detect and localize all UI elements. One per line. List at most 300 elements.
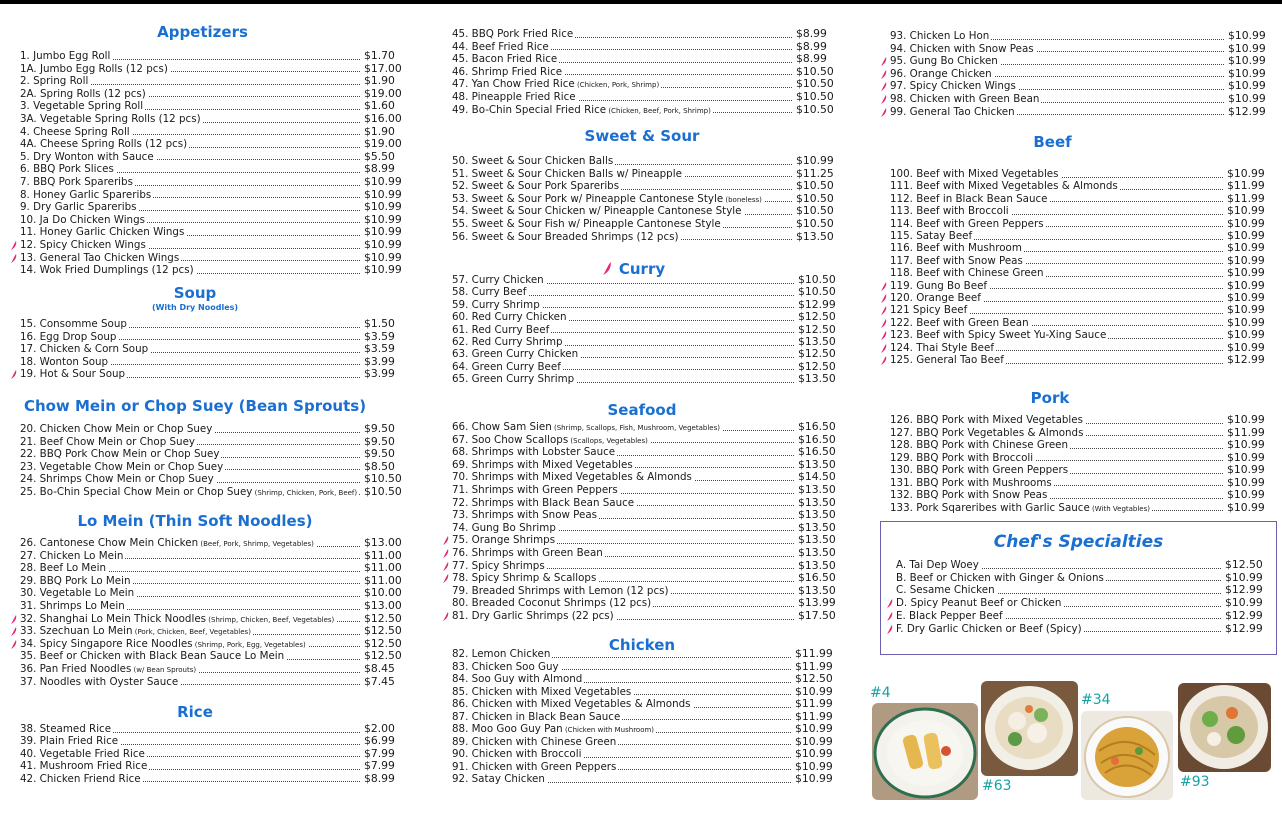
lomein-item-1 bbox=[20, 550, 408, 563]
item-name-text: 93. Chicken Lo Hon bbox=[890, 30, 990, 42]
item-price: $10.50 bbox=[364, 472, 402, 485]
rice-heading: Rice bbox=[177, 703, 213, 721]
item-name-text: C. Sesame Chicken bbox=[896, 584, 995, 597]
item-price: $12.50 bbox=[1225, 558, 1263, 571]
spicy-pepper-icon bbox=[881, 70, 887, 79]
soup-item-4 bbox=[20, 368, 408, 381]
item-price: $12.99 bbox=[1225, 583, 1263, 597]
item-name-text: 23. Vegetable Chow Mein or Chop Suey bbox=[20, 460, 224, 473]
item-price: $12.50 bbox=[795, 672, 833, 685]
item-name-text: 132. BBQ Pork with Snow Peas bbox=[890, 489, 1048, 501]
rice2-item-3 bbox=[452, 66, 840, 79]
item-name bbox=[452, 497, 636, 510]
lomein-item-7 bbox=[20, 625, 408, 638]
item-name bbox=[452, 698, 693, 711]
seafood-item-12 bbox=[452, 572, 842, 585]
item-name-text: 63. Green Curry Chicken bbox=[452, 348, 579, 361]
item-name-text: 1. Jumbo Egg Roll bbox=[20, 50, 111, 62]
item-name-text: 70. Shrimps with Mixed Vegetables & Almonds bbox=[452, 471, 692, 484]
item-name-text: 54. Sweet & Sour Chicken w/ Pineapple Cantonese Style bbox=[452, 205, 742, 218]
item-price: $10.99 bbox=[1227, 475, 1265, 489]
item-price: $13.99 bbox=[798, 596, 836, 610]
item-price: $17.50 bbox=[798, 609, 836, 622]
item-price: $10.99 bbox=[1228, 54, 1266, 68]
rice2-item-5 bbox=[452, 91, 840, 104]
appetizers-item-15 bbox=[20, 239, 408, 252]
item-price: $11.00 bbox=[364, 561, 402, 575]
rice-item-3 bbox=[20, 760, 408, 773]
lomein-item-6 bbox=[20, 613, 408, 626]
chicken-item-3 bbox=[452, 686, 839, 699]
item-price: $10.99 bbox=[364, 238, 402, 251]
item-name bbox=[890, 193, 1050, 206]
item-name-text: 128. BBQ Pork with Chinese Green bbox=[890, 439, 1069, 451]
beef-item-8 bbox=[890, 267, 1271, 280]
pork-item-2 bbox=[890, 439, 1271, 452]
seafood-item-2 bbox=[452, 446, 842, 459]
lomein-item-2 bbox=[20, 562, 408, 575]
item-name bbox=[890, 55, 1000, 68]
appetizers-item-13 bbox=[20, 214, 408, 227]
item-price: $13.50 bbox=[798, 533, 836, 547]
rice2-item-0 bbox=[452, 28, 840, 41]
item-price: $11.25 bbox=[796, 166, 834, 180]
item-name-text: 6. BBQ Pork Slices bbox=[20, 163, 114, 176]
item-name bbox=[890, 329, 1108, 342]
item-name-text: 32. Shanghai Lo Mein Thick Noodles bbox=[20, 612, 207, 625]
chicken-item-4 bbox=[452, 698, 839, 711]
item-note: (w/ Bean Sprouts) bbox=[131, 666, 197, 674]
item-note: (Shrimp, Chicken, Pork, Beef) bbox=[252, 488, 358, 497]
sweetsour-heading: Sweet & Sour bbox=[584, 127, 700, 145]
item-name-text: 82. Lemon Chicken bbox=[452, 648, 551, 660]
item-price: $16.50 bbox=[798, 420, 836, 433]
item-name bbox=[452, 748, 583, 761]
chefs-specialties-heading: Chef's Specialties bbox=[993, 532, 1164, 552]
item-name bbox=[452, 180, 621, 193]
item-name bbox=[20, 100, 145, 113]
item-name-text: 127. BBQ Pork Vegetables & Almonds bbox=[890, 426, 1084, 439]
item-price: $10.99 bbox=[1227, 216, 1265, 230]
item-name bbox=[20, 723, 113, 736]
item-price: $10.99 bbox=[1227, 291, 1265, 304]
item-name-text: 78. Spicy Shrimp & Scallops bbox=[452, 572, 597, 585]
spicy-pepper-icon bbox=[887, 612, 893, 621]
beef-item-12 bbox=[890, 317, 1271, 330]
spicy-pepper-icon bbox=[881, 108, 887, 117]
item-price: $13.50 bbox=[798, 495, 836, 509]
item-price: $10.50 bbox=[796, 204, 834, 218]
item-price: $3.59 bbox=[364, 329, 395, 343]
item-name-text: 91. Chicken with Green Peppers bbox=[452, 760, 617, 773]
item-name-text: 85. Chicken with Mixed Vegetables bbox=[452, 685, 632, 698]
item-price: $12.99 bbox=[1225, 621, 1263, 635]
lomein-item-5 bbox=[20, 600, 408, 613]
item-name-text: 26. Cantonese Chow Mein Chicken bbox=[20, 537, 199, 549]
item-name-text: 76. Shrimps with Green Bean bbox=[452, 547, 603, 559]
item-name bbox=[452, 205, 744, 218]
item-price: $10.99 bbox=[795, 772, 833, 785]
item-name-text: 117. Beef with Snow Peas bbox=[890, 254, 1023, 267]
item-name-text: 10. Ja Do Chicken Wings bbox=[20, 213, 145, 226]
item-name-text: 73. Shrimps with Snow Peas bbox=[452, 509, 598, 522]
appetizers-item-7 bbox=[20, 138, 408, 151]
photo-caption-63: #63 bbox=[982, 778, 1012, 794]
item-name bbox=[20, 650, 286, 663]
item-price: $10.50 bbox=[796, 77, 834, 91]
window-top-edge bbox=[0, 0, 1282, 4]
beef-item-14 bbox=[890, 342, 1271, 355]
item-price: $7.45 bbox=[364, 674, 395, 688]
seafood-heading: Seafood bbox=[607, 401, 677, 419]
seafood-item-0 bbox=[452, 421, 842, 434]
item-name-text: 55. Sweet & Sour Fish w/ Pineapple Cantonese Style bbox=[452, 218, 721, 230]
item-name-text: 96. Orange Chicken bbox=[890, 67, 992, 80]
item-name-text: 88. Moo Goo Guy Pan bbox=[452, 723, 563, 735]
beef-item-2 bbox=[890, 193, 1271, 206]
item-price: $10.50 bbox=[798, 285, 836, 299]
item-name-text: 129. BBQ Pork with Broccoli bbox=[890, 451, 1034, 464]
item-name-text: 125. General Tao Beef bbox=[890, 354, 1004, 366]
item-name bbox=[20, 638, 308, 652]
item-name-text: 68. Shrimps with Lobster Sauce bbox=[452, 446, 616, 459]
item-name bbox=[20, 226, 186, 239]
item-price: $11.99 bbox=[1227, 425, 1265, 439]
item-name bbox=[452, 534, 557, 547]
chicken-heading: Chicken bbox=[608, 636, 676, 654]
chowmein-item-5 bbox=[20, 486, 408, 499]
item-price: $10.50 bbox=[796, 64, 834, 78]
spicy-pepper-icon bbox=[881, 282, 887, 291]
item-name bbox=[20, 773, 143, 786]
item-name bbox=[452, 509, 599, 522]
item-price: $12.99 bbox=[1225, 608, 1263, 622]
item-name bbox=[452, 299, 542, 312]
photo-caption-4: #4 bbox=[870, 685, 891, 701]
item-name-text: 97. Spicy Chicken Wings bbox=[890, 80, 1016, 93]
item-name bbox=[896, 597, 1063, 610]
item-name bbox=[452, 218, 723, 231]
item-price: $12.99 bbox=[1227, 353, 1265, 366]
item-name-text: 75. Orange Shrimps bbox=[452, 534, 556, 547]
item-price: $10.99 bbox=[795, 684, 833, 698]
sweetsour-item-0 bbox=[452, 155, 840, 168]
item-name-text: 41. Mushroom Fried Rice bbox=[20, 760, 148, 773]
item-price: $10.50 bbox=[796, 217, 834, 230]
item-price: $13.50 bbox=[798, 558, 836, 572]
lomein-item-11 bbox=[20, 676, 408, 689]
item-price: $10.50 bbox=[796, 102, 834, 116]
beef-item-7 bbox=[890, 255, 1271, 268]
lomein-item-10 bbox=[20, 663, 408, 676]
chef-item-0 bbox=[896, 559, 1269, 572]
item-price: $10.99 bbox=[1227, 328, 1265, 342]
item-price: $12.99 bbox=[798, 297, 836, 311]
seafood-item-8 bbox=[452, 522, 842, 535]
appetizers-item-11 bbox=[20, 189, 408, 202]
item-name-text: 57. Curry Chicken bbox=[452, 274, 544, 286]
lomein-item-3 bbox=[20, 575, 408, 588]
item-name bbox=[452, 711, 622, 724]
seafood-item-13 bbox=[452, 585, 842, 598]
item-name-text: 3A. Vegetable Spring Rolls (12 pcs) bbox=[20, 113, 201, 125]
item-name-text: 84. Soo Guy with Almond bbox=[452, 673, 583, 685]
item-price: $12.99 bbox=[1228, 104, 1266, 118]
item-price: $10.99 bbox=[1227, 266, 1265, 280]
item-price: $10.99 bbox=[1227, 500, 1265, 514]
item-name bbox=[890, 180, 1120, 193]
item-name bbox=[890, 218, 1046, 231]
item-name bbox=[890, 280, 989, 293]
item-name-text: 44. Beef Fried Rice bbox=[452, 40, 549, 53]
item-name-text: 34. Spicy Singapore Rice Noodles bbox=[20, 637, 193, 650]
item-name bbox=[890, 354, 1006, 367]
item-name-text: 11. Honey Garlic Chicken Wings bbox=[20, 226, 185, 239]
item-name-text: 45. Bacon Fried Rice bbox=[452, 53, 558, 66]
item-name bbox=[20, 201, 139, 214]
rice2-item-1 bbox=[452, 41, 840, 54]
beef-item-1 bbox=[890, 180, 1271, 193]
item-note: (Scallops, Vegetables) bbox=[568, 436, 648, 445]
curry-item-7 bbox=[452, 361, 842, 374]
pork-heading: Pork bbox=[1030, 389, 1070, 407]
chicken2-item-1 bbox=[890, 43, 1272, 56]
chicken-item-7 bbox=[452, 736, 839, 749]
item-name-text: 22. BBQ Pork Chow Mein or Chop Suey bbox=[20, 448, 220, 460]
item-price: $12.50 bbox=[798, 322, 836, 336]
item-name-text: 123. Beef with Spicy Sweet Yu-Xing Sauce bbox=[890, 329, 1107, 342]
spicy-pepper-icon bbox=[881, 57, 887, 66]
item-name-text: 24. Shrimps Chow Mein or Chop Suey bbox=[20, 473, 214, 485]
singapore-noodles-photo bbox=[1081, 711, 1173, 800]
item-name bbox=[452, 41, 551, 54]
pork-item-7 bbox=[890, 502, 1271, 515]
item-name-text: 16. Egg Drop Soup bbox=[20, 330, 117, 343]
item-price: $12.50 bbox=[364, 611, 402, 625]
item-name-text: 7. BBQ Pork Spareribs bbox=[20, 176, 133, 188]
beef-item-10 bbox=[890, 292, 1271, 305]
chowmein-item-0 bbox=[20, 423, 408, 436]
green-curry-chicken-photo bbox=[981, 681, 1078, 776]
item-note: (Pork, Chicken, Beef, Vegetables) bbox=[132, 628, 251, 637]
rice2-item-4 bbox=[452, 78, 840, 91]
beef-item-9 bbox=[890, 280, 1271, 293]
item-name bbox=[896, 610, 1005, 623]
item-price: $13.50 bbox=[798, 546, 836, 559]
item-name-text: B. Beef or Chicken with Ginger & Onions bbox=[896, 571, 1104, 584]
item-price: $1.70 bbox=[364, 49, 395, 62]
curry-item-3 bbox=[452, 311, 842, 324]
item-name bbox=[20, 343, 150, 356]
item-price: $11.99 bbox=[1227, 179, 1265, 193]
item-name-text: D. Spicy Peanut Beef or Chicken bbox=[896, 597, 1062, 610]
soup-item-2 bbox=[20, 343, 408, 356]
spicy-pepper-icon bbox=[881, 319, 887, 328]
item-name bbox=[20, 748, 147, 761]
curry-pepper-icon bbox=[603, 262, 612, 275]
item-price: $9.50 bbox=[364, 447, 395, 460]
item-name-text: 8. Honey Garlic Spareribs bbox=[20, 188, 152, 201]
spicy-pepper-icon bbox=[881, 306, 887, 315]
item-name bbox=[20, 760, 149, 773]
chicken-item-1 bbox=[452, 661, 839, 674]
item-name-text: 67. Soo Chow Scallops bbox=[452, 433, 569, 446]
item-price: $10.99 bbox=[795, 747, 833, 760]
item-name bbox=[890, 230, 974, 243]
item-name bbox=[20, 486, 359, 500]
item-name bbox=[20, 562, 108, 575]
spicy-pepper-icon bbox=[881, 344, 887, 353]
item-name bbox=[20, 331, 118, 344]
spicy-pepper-icon bbox=[443, 562, 449, 571]
item-price: $16.50 bbox=[798, 432, 836, 446]
chicken2-item-6 bbox=[890, 106, 1272, 119]
item-price: $13.00 bbox=[364, 599, 402, 612]
item-name-text: 119. Gung Bo Beef bbox=[890, 279, 988, 292]
item-name bbox=[452, 155, 615, 168]
item-name bbox=[452, 547, 605, 560]
item-name bbox=[890, 304, 969, 317]
item-name bbox=[452, 673, 584, 686]
item-name bbox=[20, 423, 214, 436]
item-name bbox=[452, 459, 635, 472]
pork-item-1 bbox=[890, 427, 1271, 440]
seafood-item-10 bbox=[452, 547, 842, 560]
item-name-text: 39. Plain Fried Rice bbox=[20, 735, 119, 748]
appetizers-item-5 bbox=[20, 113, 408, 126]
item-name-text: 87. Chicken in Black Bean Sauce bbox=[452, 710, 621, 723]
chowmein-heading: Chow Mein or Chop Suey (Bean Sprouts) bbox=[23, 397, 367, 415]
item-price: $10.99 bbox=[1227, 450, 1265, 464]
item-name bbox=[452, 53, 559, 66]
item-name bbox=[890, 43, 1036, 56]
item-price: $10.99 bbox=[1227, 488, 1265, 501]
seafood-item-1 bbox=[452, 434, 842, 447]
pork-item-0 bbox=[890, 414, 1271, 427]
item-name-text: 29. BBQ Pork Lo Mein bbox=[20, 574, 131, 587]
item-price: $3.99 bbox=[364, 367, 395, 380]
item-note: (Chicken, Pork, Shrimp) bbox=[574, 81, 660, 90]
item-name-text: 86. Chicken with Mixed Vegetables & Almonds bbox=[452, 698, 691, 710]
item-price: $10.99 bbox=[1228, 79, 1266, 93]
item-name bbox=[452, 686, 633, 699]
curry-item-2 bbox=[452, 299, 842, 312]
item-name bbox=[896, 572, 1106, 585]
chicken2-item-4 bbox=[890, 80, 1272, 93]
item-note: (boneless) bbox=[723, 195, 762, 204]
item-name-text: E. Black Pepper Beef bbox=[896, 609, 1003, 622]
photo-caption-93: #93 bbox=[1180, 774, 1210, 790]
chicken-item-9 bbox=[452, 761, 839, 774]
item-price: $10.50 bbox=[364, 484, 402, 498]
chicken2-item-3 bbox=[890, 68, 1272, 81]
item-name-text: 100. Beef with Mixed Vegetables bbox=[890, 168, 1059, 180]
item-name-text: 21. Beef Chow Mein or Chop Suey bbox=[20, 435, 195, 448]
item-name bbox=[452, 104, 713, 118]
appetizers-item-16 bbox=[20, 252, 408, 265]
seafood-item-6 bbox=[452, 497, 842, 510]
item-name bbox=[452, 168, 684, 181]
item-price: $8.99 bbox=[796, 27, 827, 40]
item-price: $10.99 bbox=[1228, 41, 1266, 55]
appetizers-item-12 bbox=[20, 201, 408, 214]
item-price: $7.99 bbox=[364, 746, 395, 760]
item-price: $3.59 bbox=[364, 342, 395, 355]
item-price: $6.99 bbox=[364, 734, 395, 748]
item-name bbox=[20, 448, 221, 461]
item-name bbox=[890, 242, 1024, 255]
item-name bbox=[20, 264, 196, 277]
spicy-pepper-icon bbox=[443, 536, 449, 545]
rice-item-4 bbox=[20, 773, 408, 786]
item-name-text: 36. Pan Fried Noodles bbox=[20, 663, 132, 675]
item-name-text: 19. Hot & Sour Soup bbox=[20, 368, 126, 380]
lomein-item-0 bbox=[20, 537, 408, 550]
item-name bbox=[20, 473, 216, 486]
item-name-text: 72. Shrimps with Black Bean Sauce bbox=[452, 496, 635, 509]
item-price: $11.99 bbox=[1227, 191, 1265, 205]
item-name bbox=[20, 126, 132, 139]
item-name-text: 31. Shrimps Lo Mein bbox=[20, 600, 125, 612]
item-price: $3.99 bbox=[364, 354, 395, 368]
item-name bbox=[452, 66, 564, 79]
item-name-text: 40. Vegetable Fried Rice bbox=[20, 747, 145, 760]
item-name-text: 99. General Tao Chicken bbox=[890, 105, 1015, 118]
photo-caption-34: #34 bbox=[1081, 692, 1111, 708]
item-price: $10.99 bbox=[1227, 204, 1265, 218]
item-name-text: 46. Shrimp Fried Rice bbox=[452, 65, 563, 78]
sweetsour-item-4 bbox=[452, 205, 840, 218]
item-price: $10.99 bbox=[1227, 229, 1265, 242]
sweetsour-item-2 bbox=[452, 180, 840, 193]
sweetsour-item-5 bbox=[452, 218, 840, 231]
item-price: $10.99 bbox=[796, 154, 834, 167]
item-price: $11.99 bbox=[795, 659, 833, 673]
beef-item-4 bbox=[890, 218, 1271, 231]
spicy-pepper-icon bbox=[887, 625, 893, 634]
soup-heading: Soup bbox=[173, 284, 217, 302]
item-name bbox=[20, 613, 336, 627]
item-name-text: 71. Shrimps with Green Peppers bbox=[452, 484, 618, 496]
appetizers-item-4 bbox=[20, 100, 408, 113]
item-name bbox=[890, 68, 994, 81]
seafood-item-3 bbox=[452, 459, 842, 472]
item-name-text: 28. Beef Lo Mein bbox=[20, 562, 107, 575]
chef-item-4 bbox=[896, 610, 1269, 623]
item-price: $16.50 bbox=[798, 445, 836, 459]
item-name-text: F. Dry Garlic Chicken or Beef (Spicy) bbox=[896, 622, 1082, 635]
item-name bbox=[452, 421, 722, 435]
item-name-text: 50. Sweet & Sour Chicken Balls bbox=[452, 155, 614, 167]
item-price: $10.99 bbox=[795, 759, 833, 773]
beef-heading: Beef bbox=[1033, 133, 1072, 151]
item-price: $14.50 bbox=[798, 470, 836, 484]
item-name-text: 33. Szechuan Lo Mein bbox=[20, 625, 133, 638]
item-price: $1.90 bbox=[364, 124, 395, 138]
item-name bbox=[20, 50, 112, 63]
soup-item-0 bbox=[20, 318, 408, 331]
item-price: $1.60 bbox=[364, 99, 395, 113]
item-name-text: 133. Pork Sqareribes with Garlic Sauce bbox=[890, 501, 1090, 514]
item-name bbox=[20, 189, 153, 202]
item-price: $10.99 bbox=[1227, 303, 1265, 317]
chicken-item-8 bbox=[452, 748, 839, 761]
item-name bbox=[890, 30, 991, 43]
item-name bbox=[20, 735, 120, 748]
item-name-text: 27. Chicken Lo Mein bbox=[20, 549, 124, 562]
item-name-text: 92. Satay Chicken bbox=[452, 773, 545, 785]
curry-item-6 bbox=[452, 348, 842, 361]
